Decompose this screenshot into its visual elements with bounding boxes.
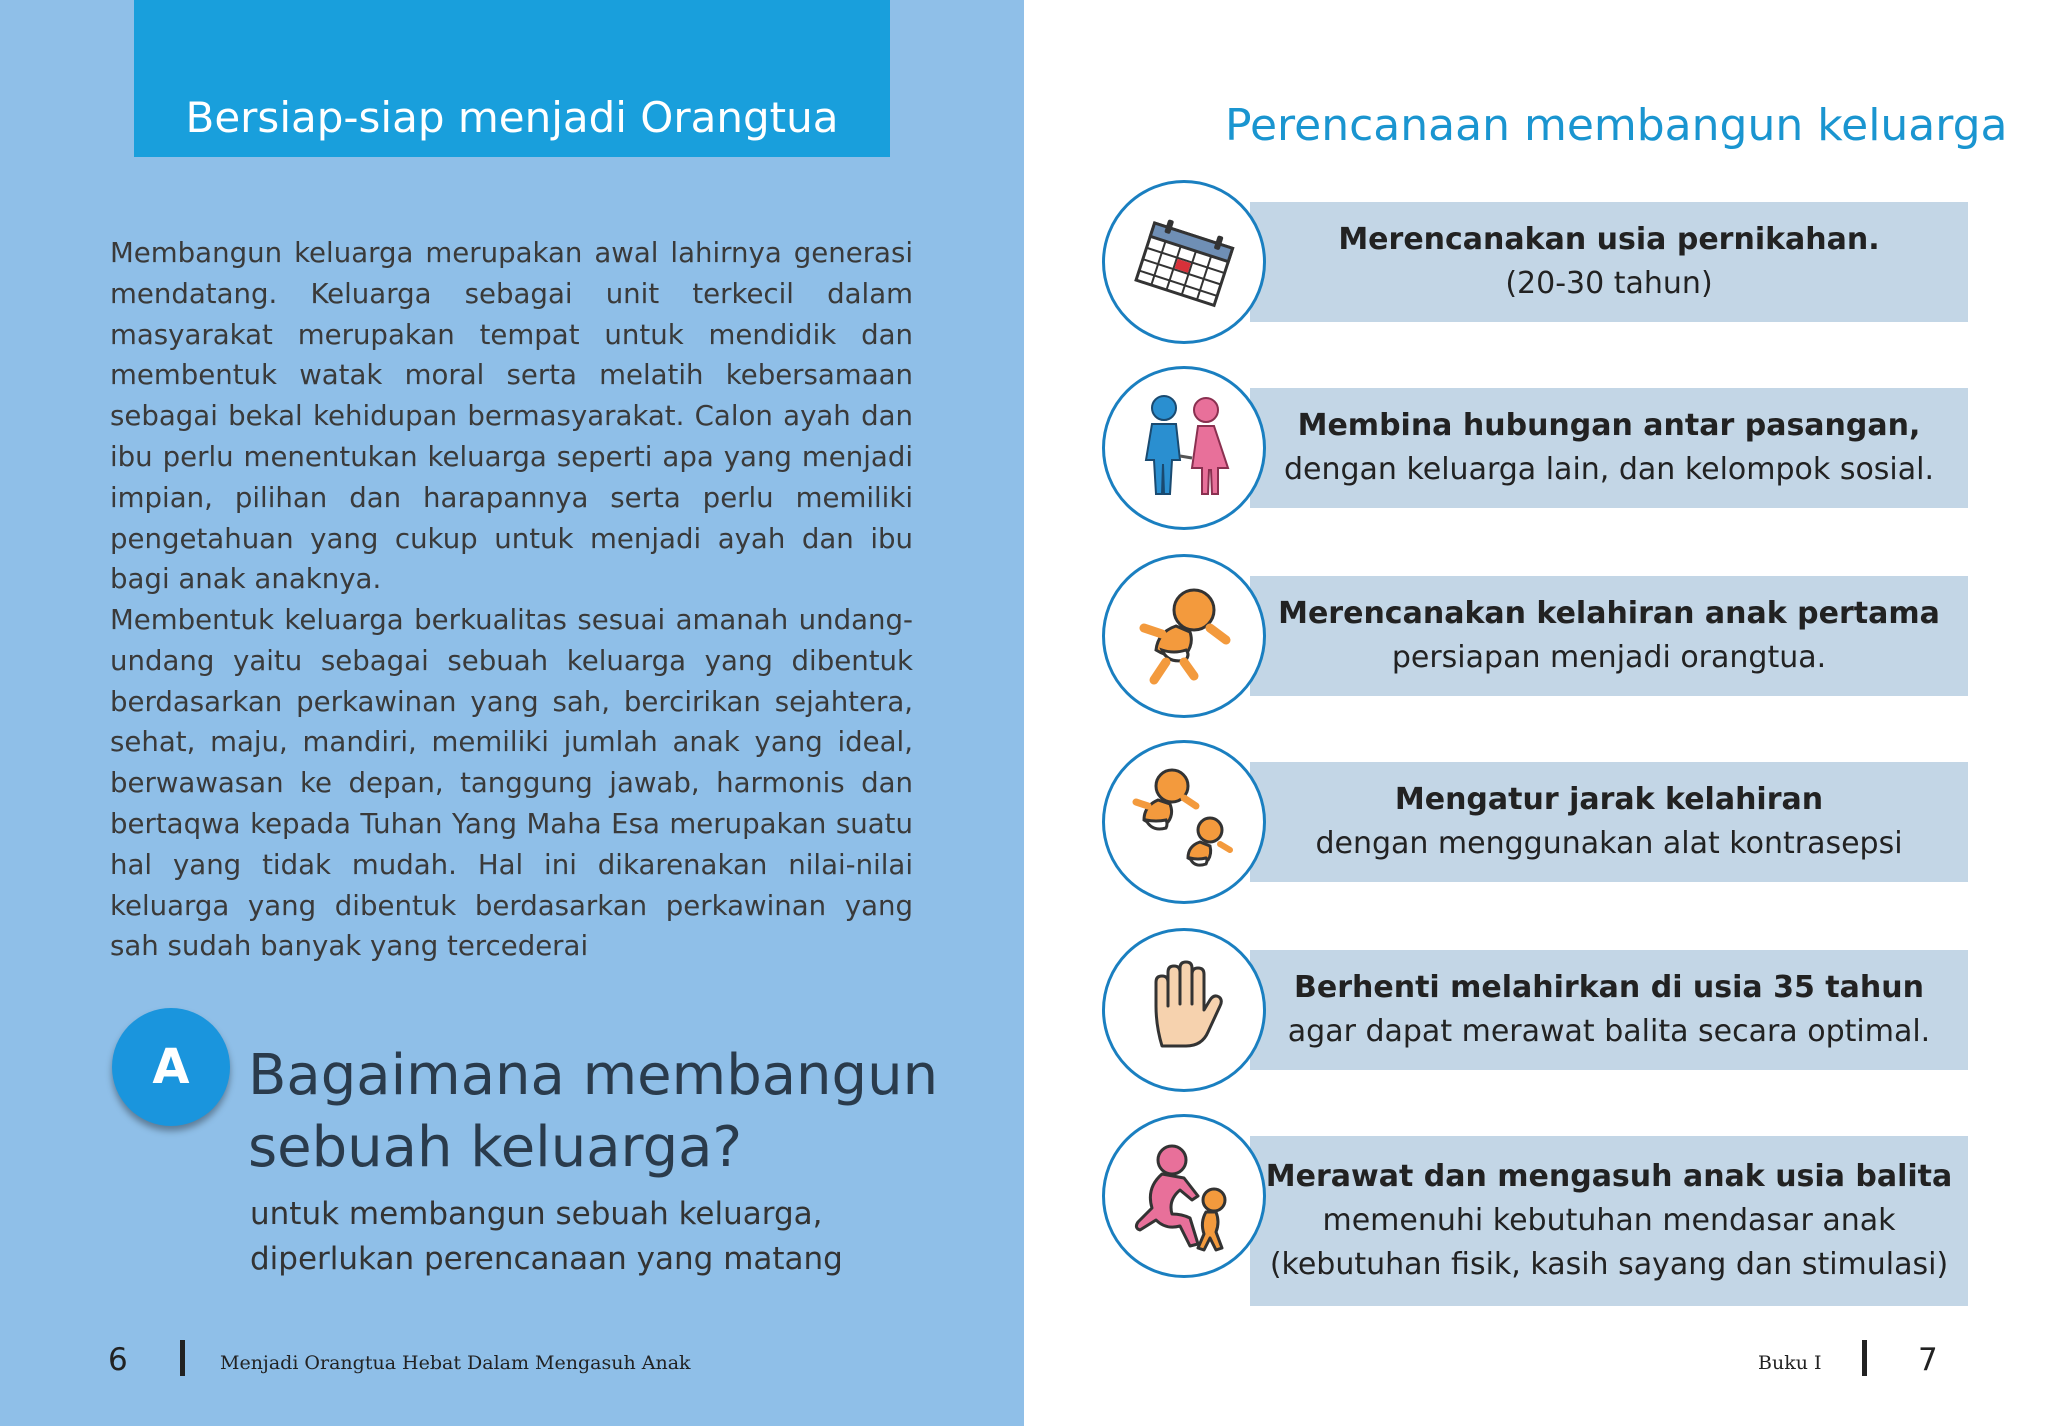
plan-item-stop-birth xyxy=(1100,928,1968,1098)
plan-icon-circle xyxy=(1102,554,1266,718)
plan-text xyxy=(1250,202,1968,322)
baby-icon xyxy=(1122,574,1246,698)
body-paragraph-1: Membangun keluarga merupakan awal lahirnya generasi mendatang. Keluarga sebagai unit terkecil dalam masyarakat merupakan tempat untuk mendidik dan membentuk watak moral serta melatih kebersamaan sebagai bekal kehidupan bermasyarakat. Calon ayah dan ibu perlu menentukan keluarga seperti apa yang menjadi impian, pilihan dan harapannya serta perlu memiliki pengetahuan yang cukup untuk menjadi ayah dan ibu bagi anak anaknya. xyxy=(110,236,913,596)
page-number-right: 7 xyxy=(1918,1342,1938,1378)
plan-icon-circle xyxy=(1102,180,1266,344)
plan-icon-circle xyxy=(1102,928,1266,1092)
plan-title: Membina hubungan antar pasangan, xyxy=(1297,408,1921,443)
couple-icon xyxy=(1122,386,1246,510)
footer-book-title: Menjadi Orangtua Hebat Dalam Mengasuh Anak xyxy=(220,1352,691,1374)
footer-divider-right xyxy=(1862,1340,1867,1376)
section-subtitle xyxy=(250,1192,950,1282)
plan-title: Merencanakan usia pernikahan. xyxy=(1338,222,1880,257)
plan-text xyxy=(1250,576,1968,696)
calendar-icon xyxy=(1122,200,1246,324)
plan-text xyxy=(1250,762,1968,882)
page-title: Bersiap-siap menjadi Orangtua xyxy=(185,93,839,142)
section-heading xyxy=(248,1040,948,1184)
plan-detail: dengan keluarga lain, dan kelompok sosial. xyxy=(1283,452,1935,487)
plan-detail: dengan menggunakan alat kontrasepsi xyxy=(1315,826,1903,861)
body-paragraph-2: Membentuk keluarga berkualitas sesuai amanah undang-undang yaitu sebagai sebuah keluarga yang dibentuk berdasarkan perkawinan yang sah, bercirikan sejahtera, sehat, maju, mandiri, memiliki jumlah anak yang ideal, berwawasan ke depan, tanggung jawab, harmonis dan bertaqwa kepada Tuhan Yang Maha Esa merupakan suatu hal yang tidak mudah. Hal ini dikarenakan nilai-nilai keluarga yang dibentuk berdasarkan perkawinan yang sah sudah banyak yang tercederai xyxy=(110,603,913,963)
section-badge: A xyxy=(112,1008,230,1126)
plan-detail: (20-30 tahun) xyxy=(1505,266,1713,301)
plan-text xyxy=(1250,388,1968,508)
plan-icon-circle xyxy=(1102,1114,1266,1278)
plan-item-childcare xyxy=(1100,1114,1968,1314)
plan-detail: agar dapat merawat balita secara optimal. xyxy=(1287,1014,1931,1049)
plan-text xyxy=(1250,950,1968,1070)
plan-title: Berhenti melahirkan di usia 35 tahun xyxy=(1294,970,1924,1005)
plan-detail: persiapan menjadi orangtua. xyxy=(1391,640,1827,675)
plan-item-birth-spacing xyxy=(1100,740,1968,910)
section-heading-line-1: Bagaimana membangun xyxy=(248,1043,939,1108)
plan-title: Merawat dan mengasuh anak usia balita xyxy=(1265,1159,1953,1194)
page-number-left: 6 xyxy=(108,1342,128,1378)
plan-item-marriage-age xyxy=(1100,180,1968,350)
plan-icon-circle xyxy=(1102,740,1266,904)
plan-detail: memenuhi kebutuhan mendasar anak xyxy=(1322,1203,1896,1238)
parent-child-icon xyxy=(1122,1134,1246,1258)
stop-hand-icon xyxy=(1122,948,1246,1072)
footer-divider-left xyxy=(180,1340,185,1376)
plan-item-relationship xyxy=(1100,366,1968,536)
section-subtitle-line-2: diperlukan perencanaan yang matang xyxy=(250,1241,843,1277)
plan-item-first-birth xyxy=(1100,554,1968,724)
plan-title: Mengatur jarak kelahiran xyxy=(1394,782,1824,817)
section-subtitle-line-1: untuk membangun sebuah keluarga, xyxy=(250,1196,823,1232)
section-heading-line-2: sebuah keluarga? xyxy=(248,1115,743,1180)
plan-title: Merencanakan kelahiran anak pertama xyxy=(1278,596,1940,631)
title-banner xyxy=(134,0,890,157)
plan-icon-circle xyxy=(1102,366,1266,530)
plan-detail: (kebutuhan fisik, kasih sayang dan stimulasi) xyxy=(1269,1247,1949,1282)
two-babies-icon xyxy=(1122,760,1246,884)
right-page-heading: Perencanaan membangun keluarga xyxy=(1225,100,2008,151)
plan-text xyxy=(1250,1136,1968,1306)
footer-book-label: Buku I xyxy=(1758,1352,1822,1374)
